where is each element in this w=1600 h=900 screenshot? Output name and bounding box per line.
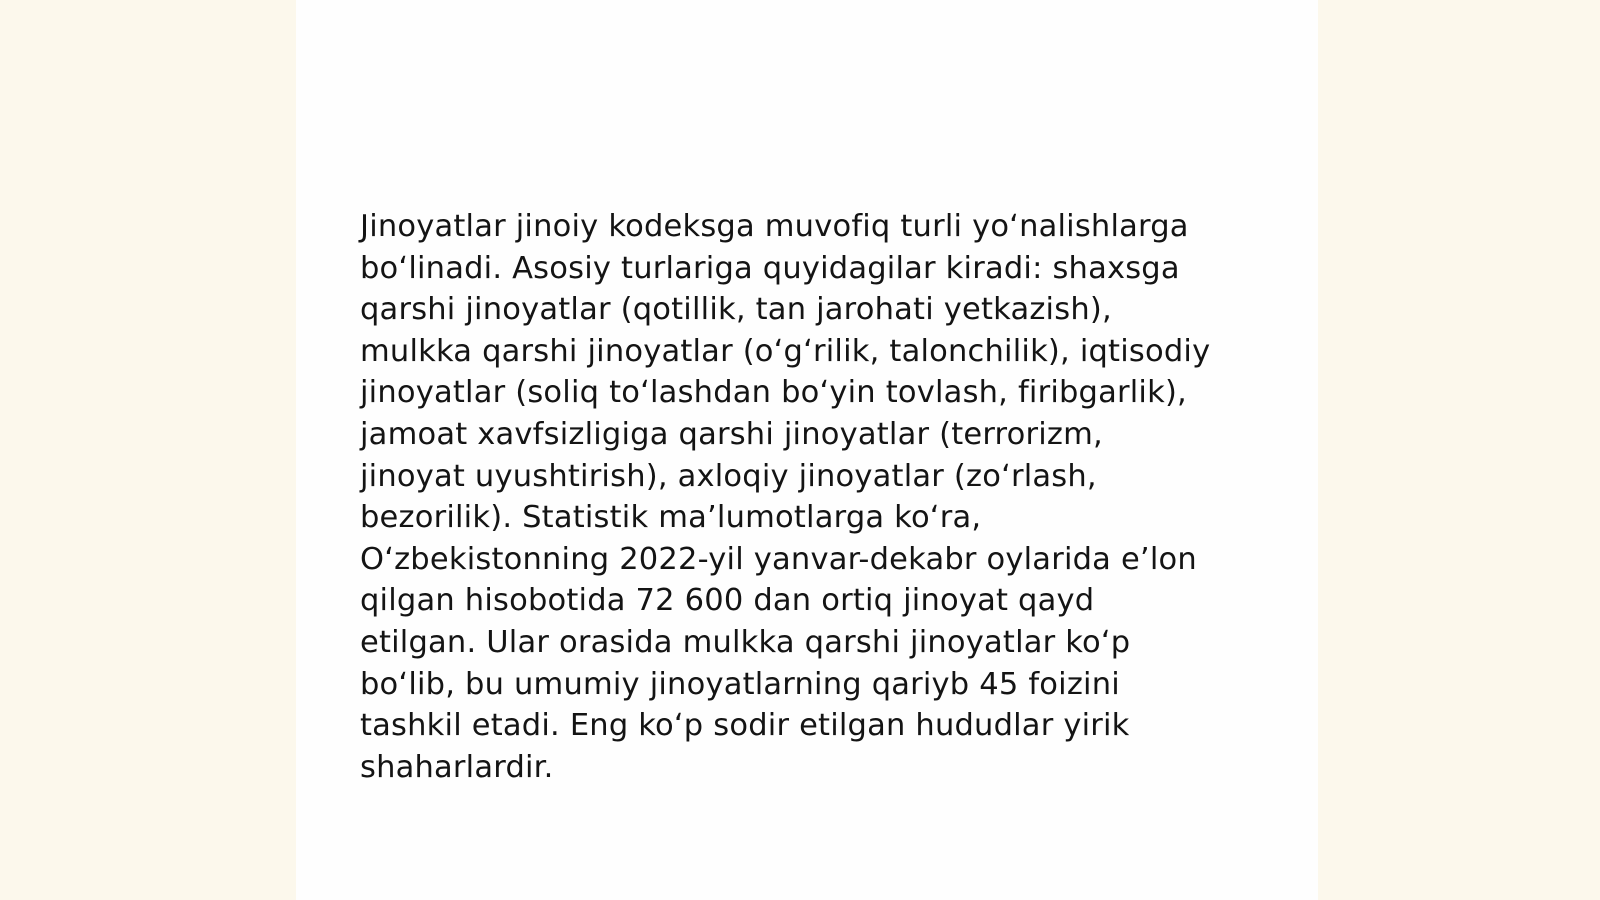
- paragraph-line: jinoyat uyushtirish), axloqiy jinoyatlar (zoʻrlash,: [360, 458, 1097, 494]
- document-page: [296, 0, 1318, 900]
- paragraph-line: tashkil etadi. Eng koʻp sodir etilgan hududlar yirik: [360, 708, 1130, 744]
- paragraph-line: shaharlardir.: [360, 749, 554, 785]
- paragraph-line: bezorilik). Statistik maʼlumotlarga koʻra,: [360, 500, 982, 536]
- paragraph-line: Oʻzbekistonning 2022-yil yanvar-dekabr oylarida eʼlon: [360, 541, 1197, 577]
- paragraph-line: jinoyatlar (soliq toʻlashdan boʻyin tovlash, firibgarlik),: [360, 375, 1187, 411]
- paragraph-line: boʻlib, bu umumiy jinoyatlarning qariyb 45 foizini: [360, 666, 1120, 702]
- paragraph-line: etilgan. Ular orasida mulkka qarshi jinoyatlar koʻp: [360, 624, 1131, 660]
- paragraph-line: jamoat xavfsizligiga qarshi jinoyatlar (terrorizm,: [360, 416, 1103, 452]
- paragraph-line: boʻlinadi. Asosiy turlariga quyidagilar kiradi: shaxsga: [360, 250, 1180, 286]
- paragraph-line: Jinoyatlar jinoiy kodeksga muvofiq turli yoʻnalishlarga: [360, 209, 1189, 244]
- paragraph-line: qilgan hisobotida 72 600 dan ortiq jinoyat qayd: [360, 583, 1095, 619]
- paragraph: [360, 206, 1260, 788]
- paragraph-line: qarshi jinoyatlar (qotillik, tan jarohati yetkazish),: [360, 292, 1112, 328]
- paragraph-line: mulkka qarshi jinoyatlar (oʻgʻrilik, talonchilik), iqtisodiy: [360, 333, 1211, 369]
